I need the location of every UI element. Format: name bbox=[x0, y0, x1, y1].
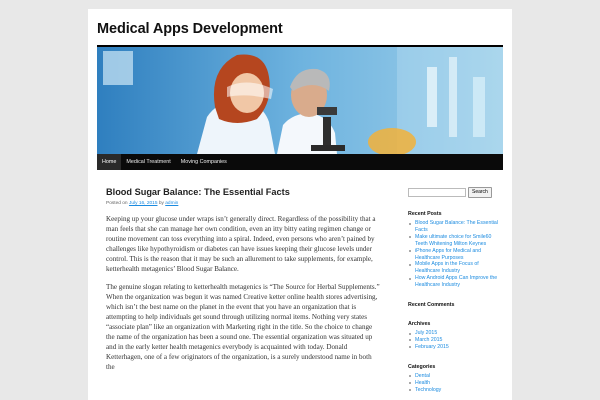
header-banner-image bbox=[97, 47, 503, 154]
site-title[interactable]: Medical Apps Development bbox=[97, 21, 283, 37]
post-paragraph: Keeping up your glucose under wraps isn’t generally direct. Regardless of the possibility that a man feels that she can manage her own condition, even an itty bitty eating regimen change or routine movement can toss everything into a spiral. Indeed, even persons who aren’t pained by challenges like hypothyroidism or diabetes can have issues keeping their glucose levels under control. This is the reason that it may be such an allurement to take supplements, for example, ketterhealth metagenics’ Blood Sugar Balance. bbox=[106, 215, 376, 273]
search-button[interactable]: Search bbox=[468, 187, 492, 198]
main-nav bbox=[97, 154, 503, 170]
recent-post-link[interactable]: How Android Apps Can Improve the Healthcare Industry bbox=[408, 275, 498, 289]
post-date-link[interactable]: July 16, 2015 bbox=[128, 201, 158, 206]
post-body bbox=[106, 215, 382, 373]
recent-post-link[interactable]: Mobile Apps in the Focus of Healthcare Industry bbox=[408, 261, 498, 275]
category-link[interactable]: Technology bbox=[408, 387, 498, 394]
nav-item-medical-treatment[interactable]: Medical Treatment bbox=[126, 159, 171, 165]
nav-item-home[interactable]: Home bbox=[97, 154, 121, 170]
widget-title-archives: Archives bbox=[408, 321, 431, 328]
category-link[interactable]: Dental bbox=[408, 373, 498, 380]
category-link[interactable]: Health bbox=[408, 380, 498, 387]
nav-item-moving-companies[interactable]: Moving Companies bbox=[180, 159, 227, 165]
widget-title-categories: Categories bbox=[408, 363, 436, 370]
recent-post-link[interactable]: Make ultimate choice for Smile60 Teeth Whitening Milton Keynes bbox=[408, 234, 498, 248]
widget-title-recent-comments: Recent Comments bbox=[408, 302, 455, 309]
main-content bbox=[106, 187, 382, 382]
categories-widget bbox=[408, 364, 498, 394]
widget-title-recent-posts: Recent Posts bbox=[408, 211, 442, 217]
post-author-link[interactable]: admin bbox=[165, 201, 179, 206]
post-paragraph: The genuine slogan relating to ketterhealth metagenics is “The Source for Herbal Supplements.” When the organization was begun it was named Creative ketter online health stores advertising, which isn’t the best name on the planet in the event that you have an organization that is attempting to help individuals get sound through utilizing normal items. Nothing very states “associate plan” like an organization with Marketing right in the title. So the choice to change the name of the organization has been a sound one. The essential organization was situated up and in the early ketter health metagenics everybody is acquainted with today. Donald Ketterhagen, one of a few originators of the organization, is a surely understood name in both the bbox=[106, 283, 380, 371]
archive-link[interactable]: March 2015 bbox=[408, 337, 498, 344]
meta-by: by bbox=[158, 201, 164, 206]
post-title[interactable]: Blood Sugar Balance: The Essential Facts bbox=[106, 187, 290, 197]
recent-posts-widget bbox=[408, 211, 498, 289]
meta-prefix: Posted on bbox=[106, 201, 128, 206]
archive-link[interactable]: February 2015 bbox=[408, 344, 498, 351]
recent-comments-widget bbox=[408, 302, 498, 308]
recent-post-link[interactable]: Blood Sugar Balance: The Essential Facts bbox=[408, 220, 498, 234]
search-form bbox=[408, 187, 498, 198]
archive-link[interactable]: July 2015 bbox=[408, 330, 498, 337]
search-input[interactable] bbox=[408, 188, 466, 197]
recent-post-link[interactable]: iPhone Apps for Medical and Healthcare Purposes bbox=[408, 248, 498, 262]
post-meta bbox=[106, 201, 382, 206]
sidebar bbox=[408, 187, 498, 394]
page bbox=[88, 9, 512, 400]
archives-widget bbox=[408, 321, 498, 351]
